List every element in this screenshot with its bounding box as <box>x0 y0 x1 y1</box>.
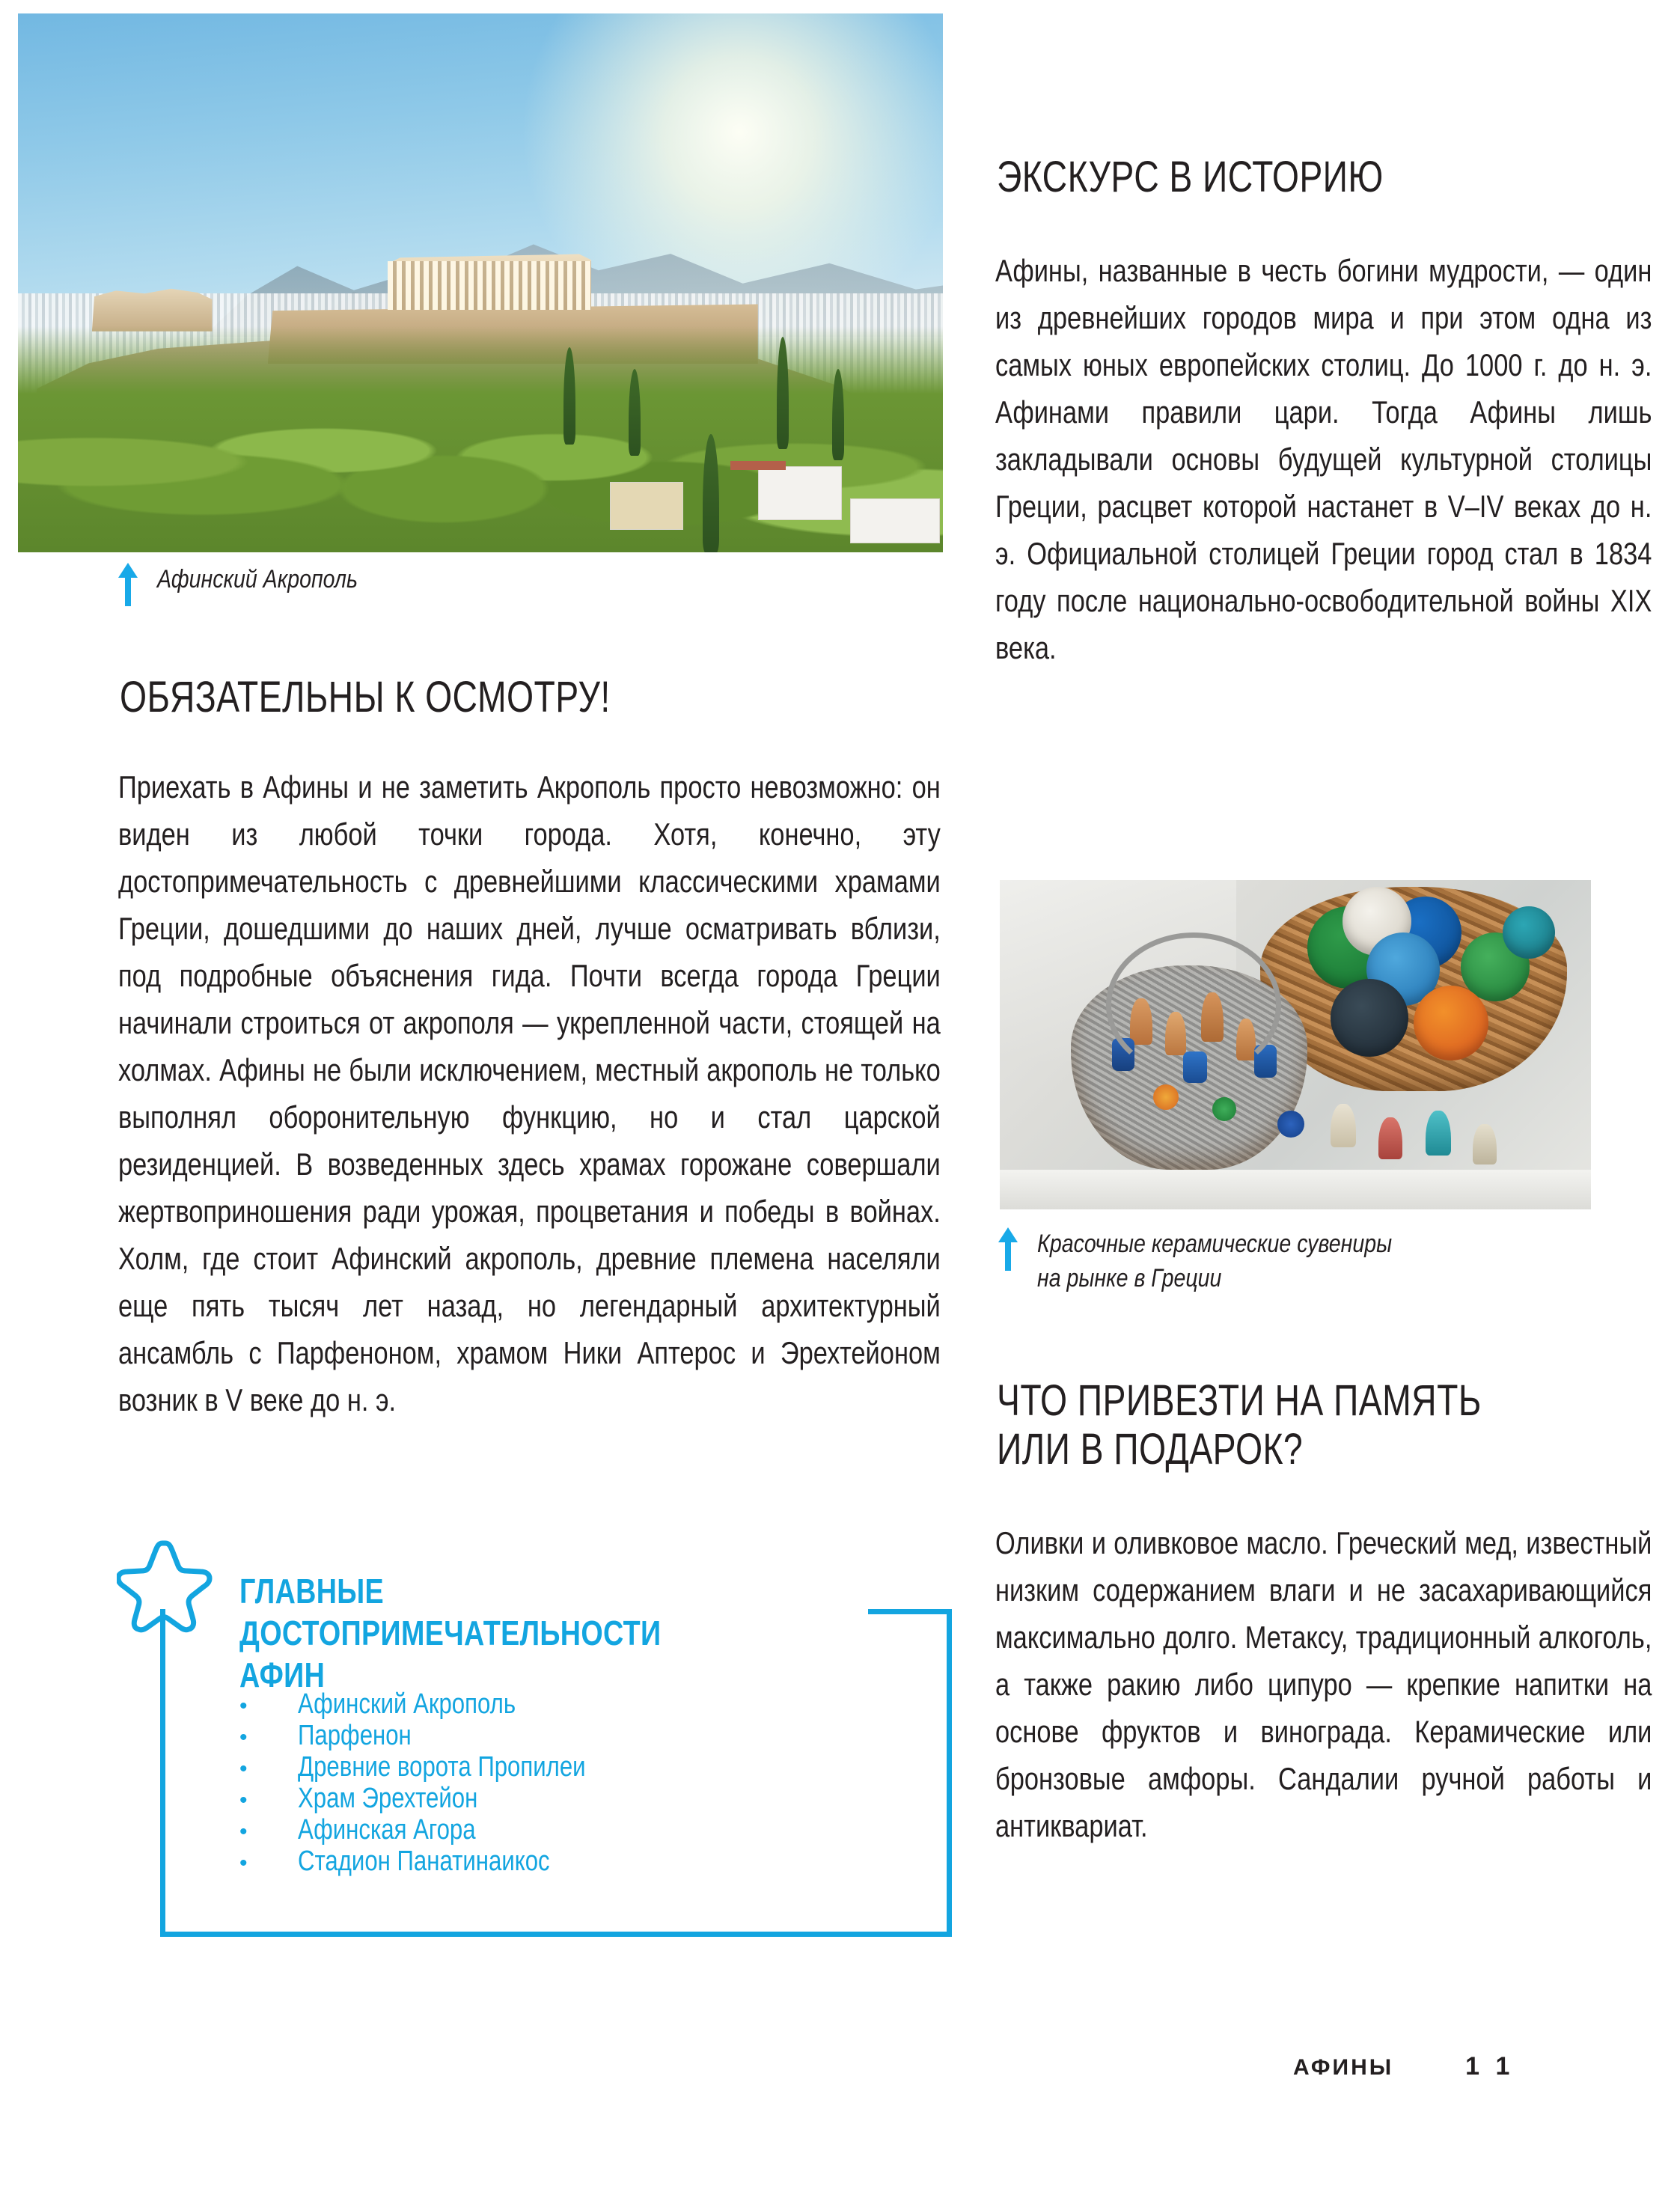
list-item-label: Афинская Агора <box>298 1814 476 1846</box>
white-building <box>758 466 842 520</box>
cypress-tree <box>629 369 641 456</box>
souvenirs-caption <box>998 1227 1597 1295</box>
list-item <box>239 1690 649 1721</box>
parthenon-columns <box>388 261 591 310</box>
callout-border-top-stub <box>868 1609 952 1614</box>
callout-border-left <box>160 1609 165 1937</box>
star-icon <box>117 1536 214 1634</box>
paragraph-gifts: Оливки и оливковое масло. Греческий мед, известный низким содержанием влаги и не засахаривающийся максимально долго. Метаксу, традиционный алкоголь, а также ракию либо ципуро — крепкие напитки на основе фруктов и винограда. Керамические или бронзовые амфоры. Сандалии ручной работы и антиквариат. <box>995 1525 1652 1843</box>
heading-must-see: ОБЯЗАТЕЛЬНЫ К ОСМОТРУ! <box>120 673 611 721</box>
white-ledge <box>1000 1170 1591 1209</box>
heading-gifts: ЧТО ПРИВЕЗТИ НА ПАМЯТЬ ИЛИ В ПОДАРОК? <box>997 1376 1482 1474</box>
cypress-tree <box>777 337 789 449</box>
ceramic-bowl-dark <box>1331 979 1408 1057</box>
arrow-up-icon <box>998 1227 1018 1271</box>
souvenirs-photo <box>1000 880 1591 1209</box>
ceramic-bowl-orange <box>1414 986 1488 1060</box>
ceramic-figurine <box>1426 1111 1451 1156</box>
cypress-tree <box>832 369 844 460</box>
paragraph-history: Афины, названные в честь богини мудрости, — один из древнейших городов мира и при этом одна из самых юных европейских столиц. До 1000 г. до н. э. Афинами правили цари. Тогда Афины лишь закладывали основы будущей культурной столицы Греции, расцвет которой настанет в V–IV веках до н. э. Официальной столицей Греции город стал в 1834 году после национально-освободительной войны XIX века. <box>995 253 1652 665</box>
list-item <box>239 1721 649 1753</box>
page-footer <box>1293 2052 1514 2081</box>
heading-history: ЭКСКУРС В ИСТОРИЮ <box>997 153 1384 201</box>
footer-section-label: АФИНЫ <box>1293 2055 1394 2080</box>
list-item-label: Древние ворота Пропилеи <box>298 1751 586 1783</box>
acropolis-caption <box>118 563 717 606</box>
yellow-building <box>610 482 683 530</box>
callout-list <box>239 1690 649 1878</box>
acropolis-photo <box>18 13 943 552</box>
paragraph-must-see: Приехать в Афины и не заметить Акрополь просто невозможно: он виден из любой точки города. Хотя, конечно, эту достопримечательность с древнейшими классическими храмами Греции, дошедшими до наших дней, лучше осматривать вблизи, под подробные объяснения гида. Почти всегда города Греции начинали строиться от акрополя — укрепленной части, стоящей на холмах. Афины не были исключением, местный акрополь не только выполнял оборонительную функцию, но и стал царской резиденцией. В возведенных здесь храмах горожане совершали жертвоприношения ради урожая, процветания и победы в войнах. Холм, где стоит Афинский акрополь, древние племена населяли еще пять тысяч лет назад, но легендарный архитектурный ансамбль с Парфеноном, храмом Ники Аптерос и Эрехтейоном возник в V веке до н. э. <box>118 769 941 1417</box>
list-item <box>239 1816 649 1847</box>
bullet-glyph: • <box>239 1725 248 1750</box>
list-item-label: Стадион Панатинаикос <box>298 1846 550 1877</box>
bullet-glyph: • <box>239 1788 248 1813</box>
ceramic-figurine <box>1473 1124 1497 1164</box>
callout-border-bottom <box>160 1932 952 1937</box>
red-roof <box>730 461 786 470</box>
bullet-glyph: • <box>239 1819 248 1844</box>
basket-handle <box>1106 932 1281 1078</box>
acropolis-caption-text: Афинский Акрополь <box>157 565 358 593</box>
list-item <box>239 1753 649 1784</box>
list-item-label: Афинский Акрополь <box>298 1688 516 1720</box>
bullet-glyph: • <box>239 1851 248 1875</box>
main-sights-callout <box>160 1564 952 1937</box>
ceramic-bowl-teal <box>1503 906 1555 959</box>
footer-page-number: 1 1 <box>1465 2052 1515 2081</box>
callout-title: ГЛАВНЫЕ ДОСТОПРИМЕЧАТЕЛЬНОСТИ АФИН <box>239 1572 662 1695</box>
souvenirs-caption-text: Красочные керамические сувениры на рынке в Греции <box>1037 1230 1393 1292</box>
list-item-label: Храм Эрехтейон <box>298 1783 478 1814</box>
ceramic-figurine <box>1331 1104 1356 1147</box>
list-item <box>239 1847 649 1878</box>
arrow-up-icon <box>118 563 138 606</box>
list-item-label: Парфенон <box>298 1720 412 1751</box>
bullet-glyph: • <box>239 1694 248 1718</box>
callout-border-right <box>947 1609 952 1937</box>
bullet-glyph: • <box>239 1756 248 1781</box>
white-building <box>850 498 940 543</box>
colorful-souvenir <box>1153 1084 1179 1110</box>
list-item <box>239 1784 649 1816</box>
ceramic-figurine <box>1378 1117 1402 1159</box>
